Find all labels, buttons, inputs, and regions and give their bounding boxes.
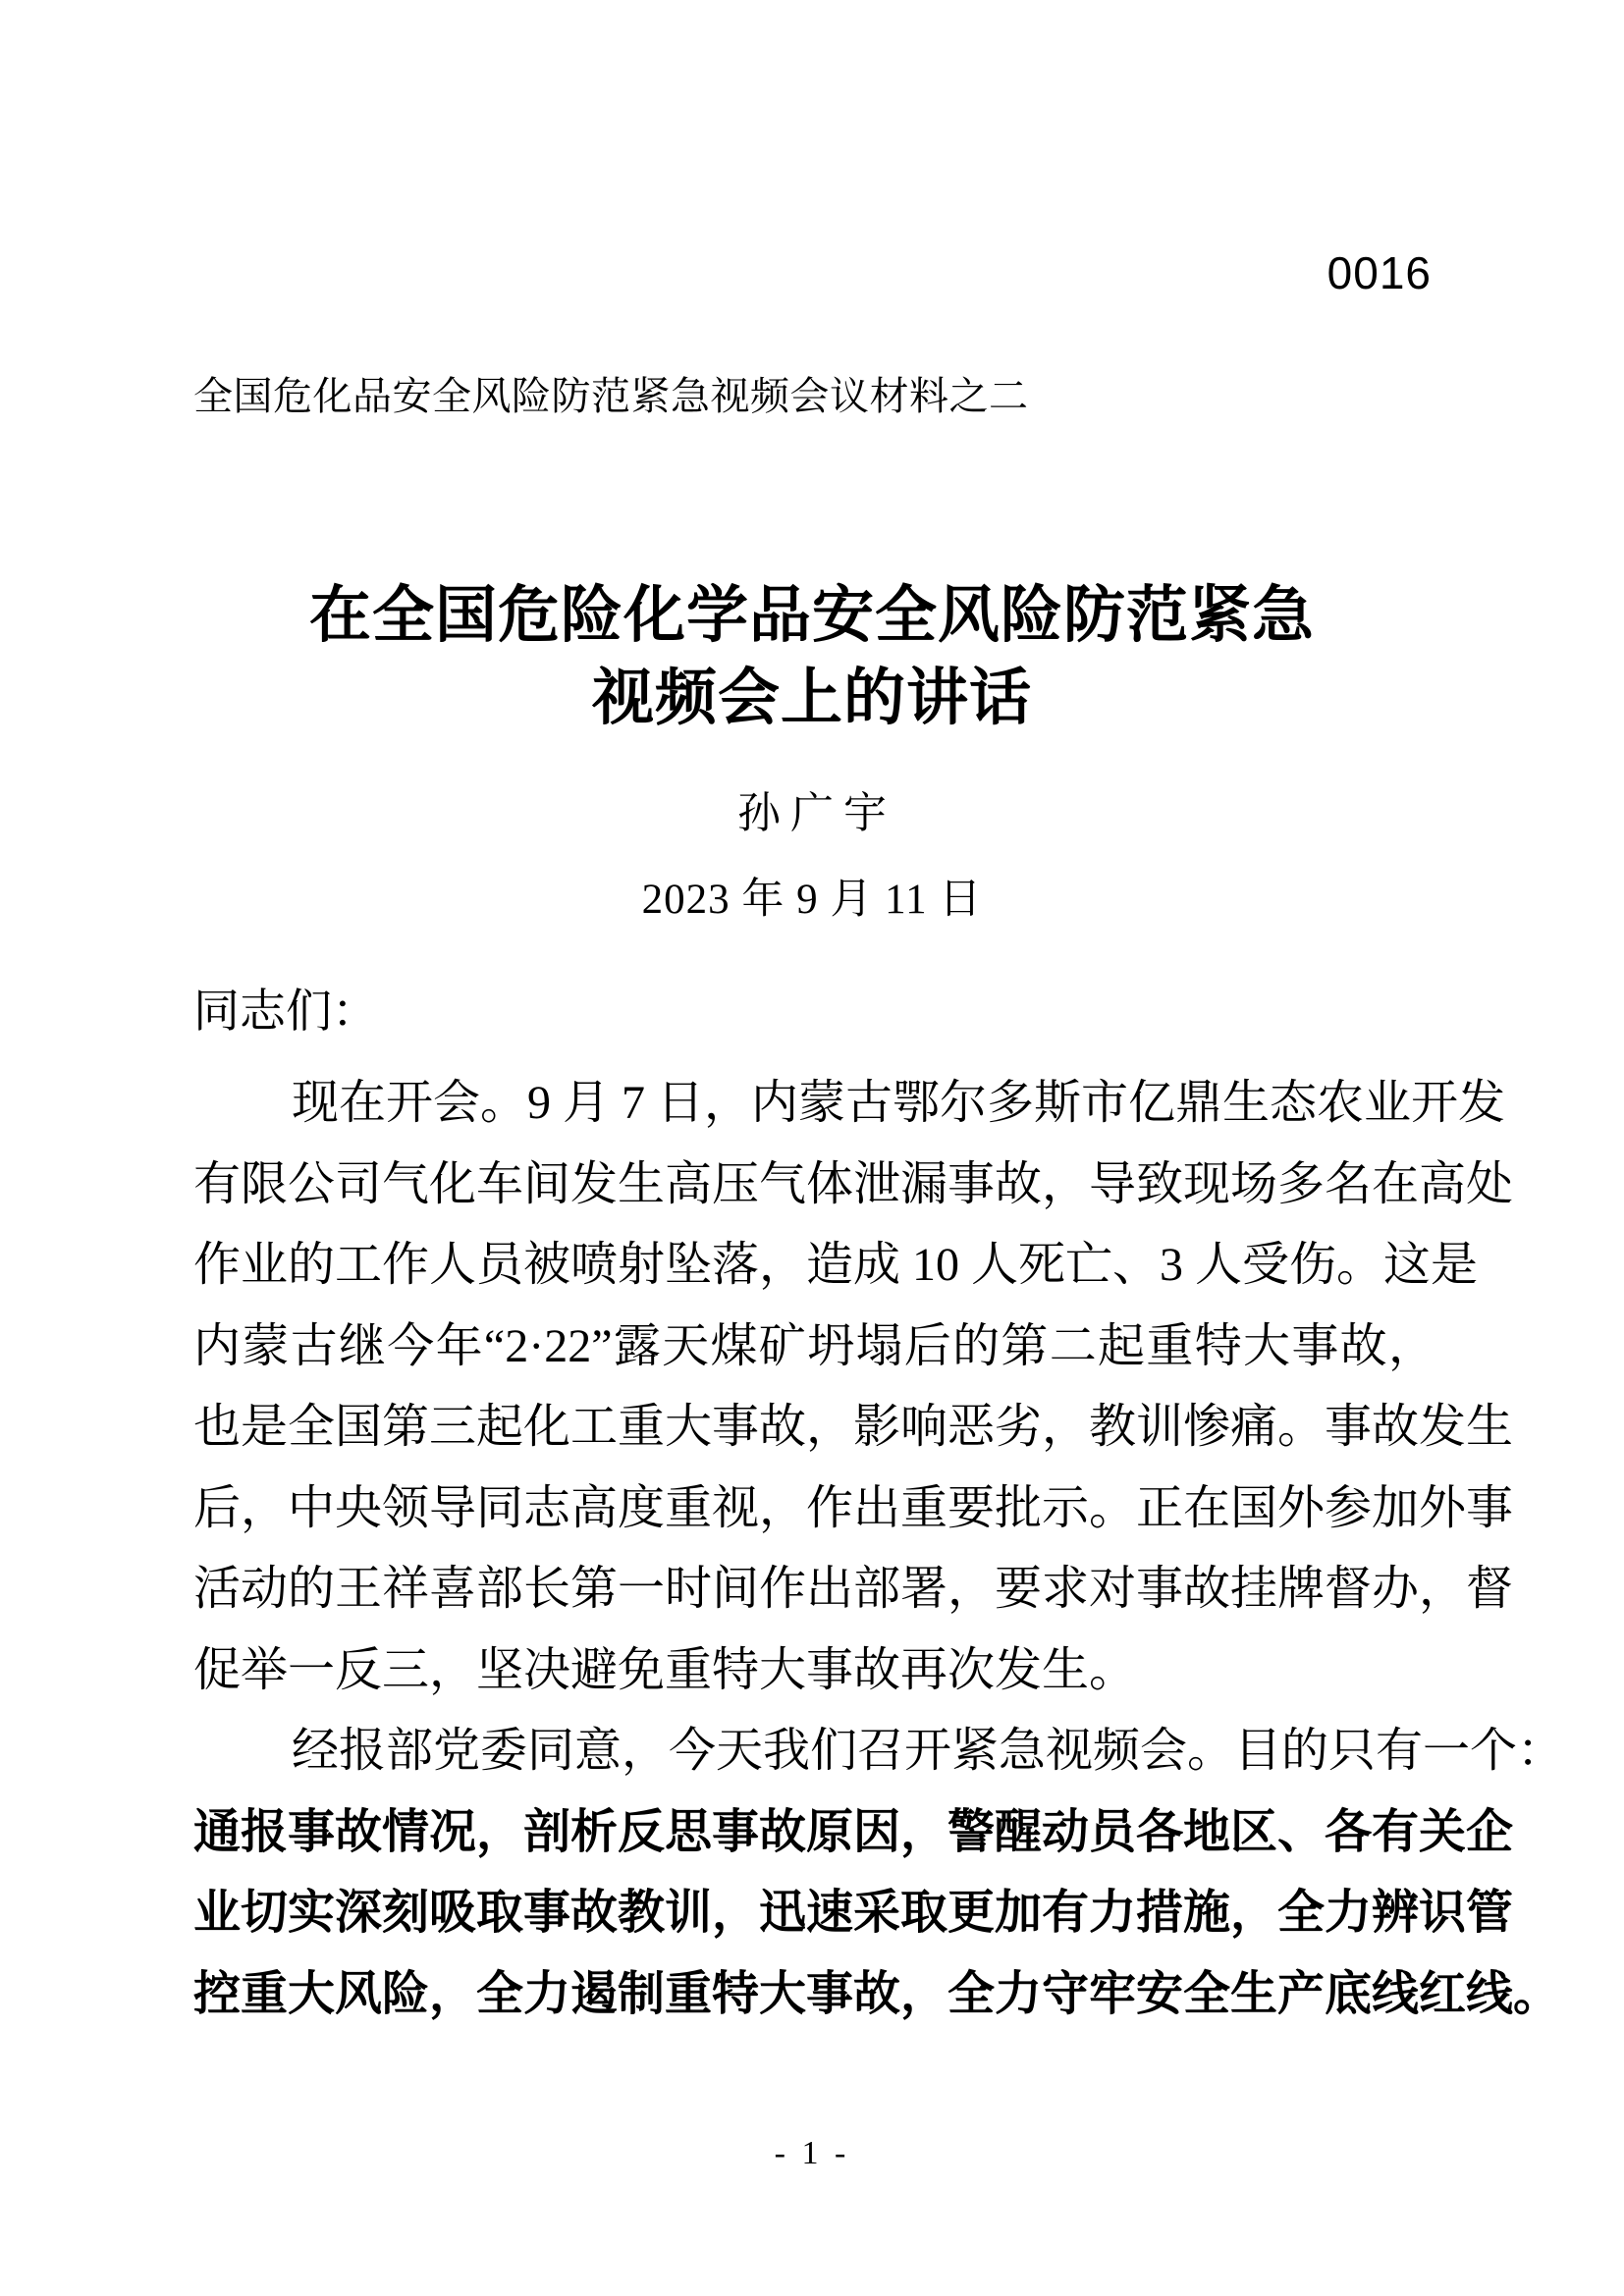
paragraph-2-emphasis <box>193 1792 1561 2036</box>
text-line: 内蒙古继今年“2·22”露天煤矿坍塌后的第二起重特大事故， <box>193 1319 1435 1372</box>
text-line: 经报部党委同意，今天我们召开紧急视频会。目的只有一个： <box>292 1725 1565 1777</box>
page-number: - 1 - <box>774 2135 850 2171</box>
salutation: 同志们： <box>193 985 378 1037</box>
text-line: 有限公司气化车间发生高压气体泄漏事故，导致现场多名在高处 <box>193 1157 1514 1210</box>
speech-body <box>193 1063 1565 2035</box>
text-line: 控重大风险，全力遏制重特大事故，全力守牢安全生产底线红线。 <box>193 1967 1561 2020</box>
text-line: 通报事故情况，剖析反思事故原因，警醒动员各地区、各有关企 <box>193 1805 1514 1858</box>
paragraph-1 <box>193 1063 1514 1711</box>
title-line-2: 视频会上的讲话 <box>592 664 1032 732</box>
text-line: 也是全国第三起化工重大事故，影响恶劣，教训惨痛。事故发生 <box>193 1401 1514 1453</box>
text-line: 作业的工作人员被喷射坠落，造成 10 人死亡、3 人受伤。这是 <box>193 1239 1479 1291</box>
author-name: 孙广宇 <box>737 789 896 837</box>
text-line: 后，中央领导同志高度重视，作出重要批示。正在国外参加外事 <box>193 1481 1514 1534</box>
title-line-1: 在全国危险化学品安全风险防范紧急 <box>309 581 1315 650</box>
text-line: 活动的王祥喜部长第一时间作出部署，要求对事故挂牌督办，督 <box>193 1563 1514 1615</box>
archive-number: 0016 <box>1326 247 1432 298</box>
material-note: 全国危化品安全风险防范紧急视频会议材料之二 <box>193 374 1029 418</box>
text-line: 促举一反三，坚决避免重特大事故再次发生。 <box>193 1643 1137 1696</box>
speech-date: 2023 年 9 月 11 日 <box>641 877 983 923</box>
text-line: 现在开会。9 月 7 日，内蒙古鄂尔多斯市亿鼎生态农业开发 <box>292 1077 1506 1129</box>
document-title <box>0 574 1624 739</box>
paragraph-2-intro <box>193 1711 1565 1792</box>
text-line: 业切实深刻吸取事故教训，迅速采取更加有力措施，全力辨识管 <box>193 1887 1514 1939</box>
